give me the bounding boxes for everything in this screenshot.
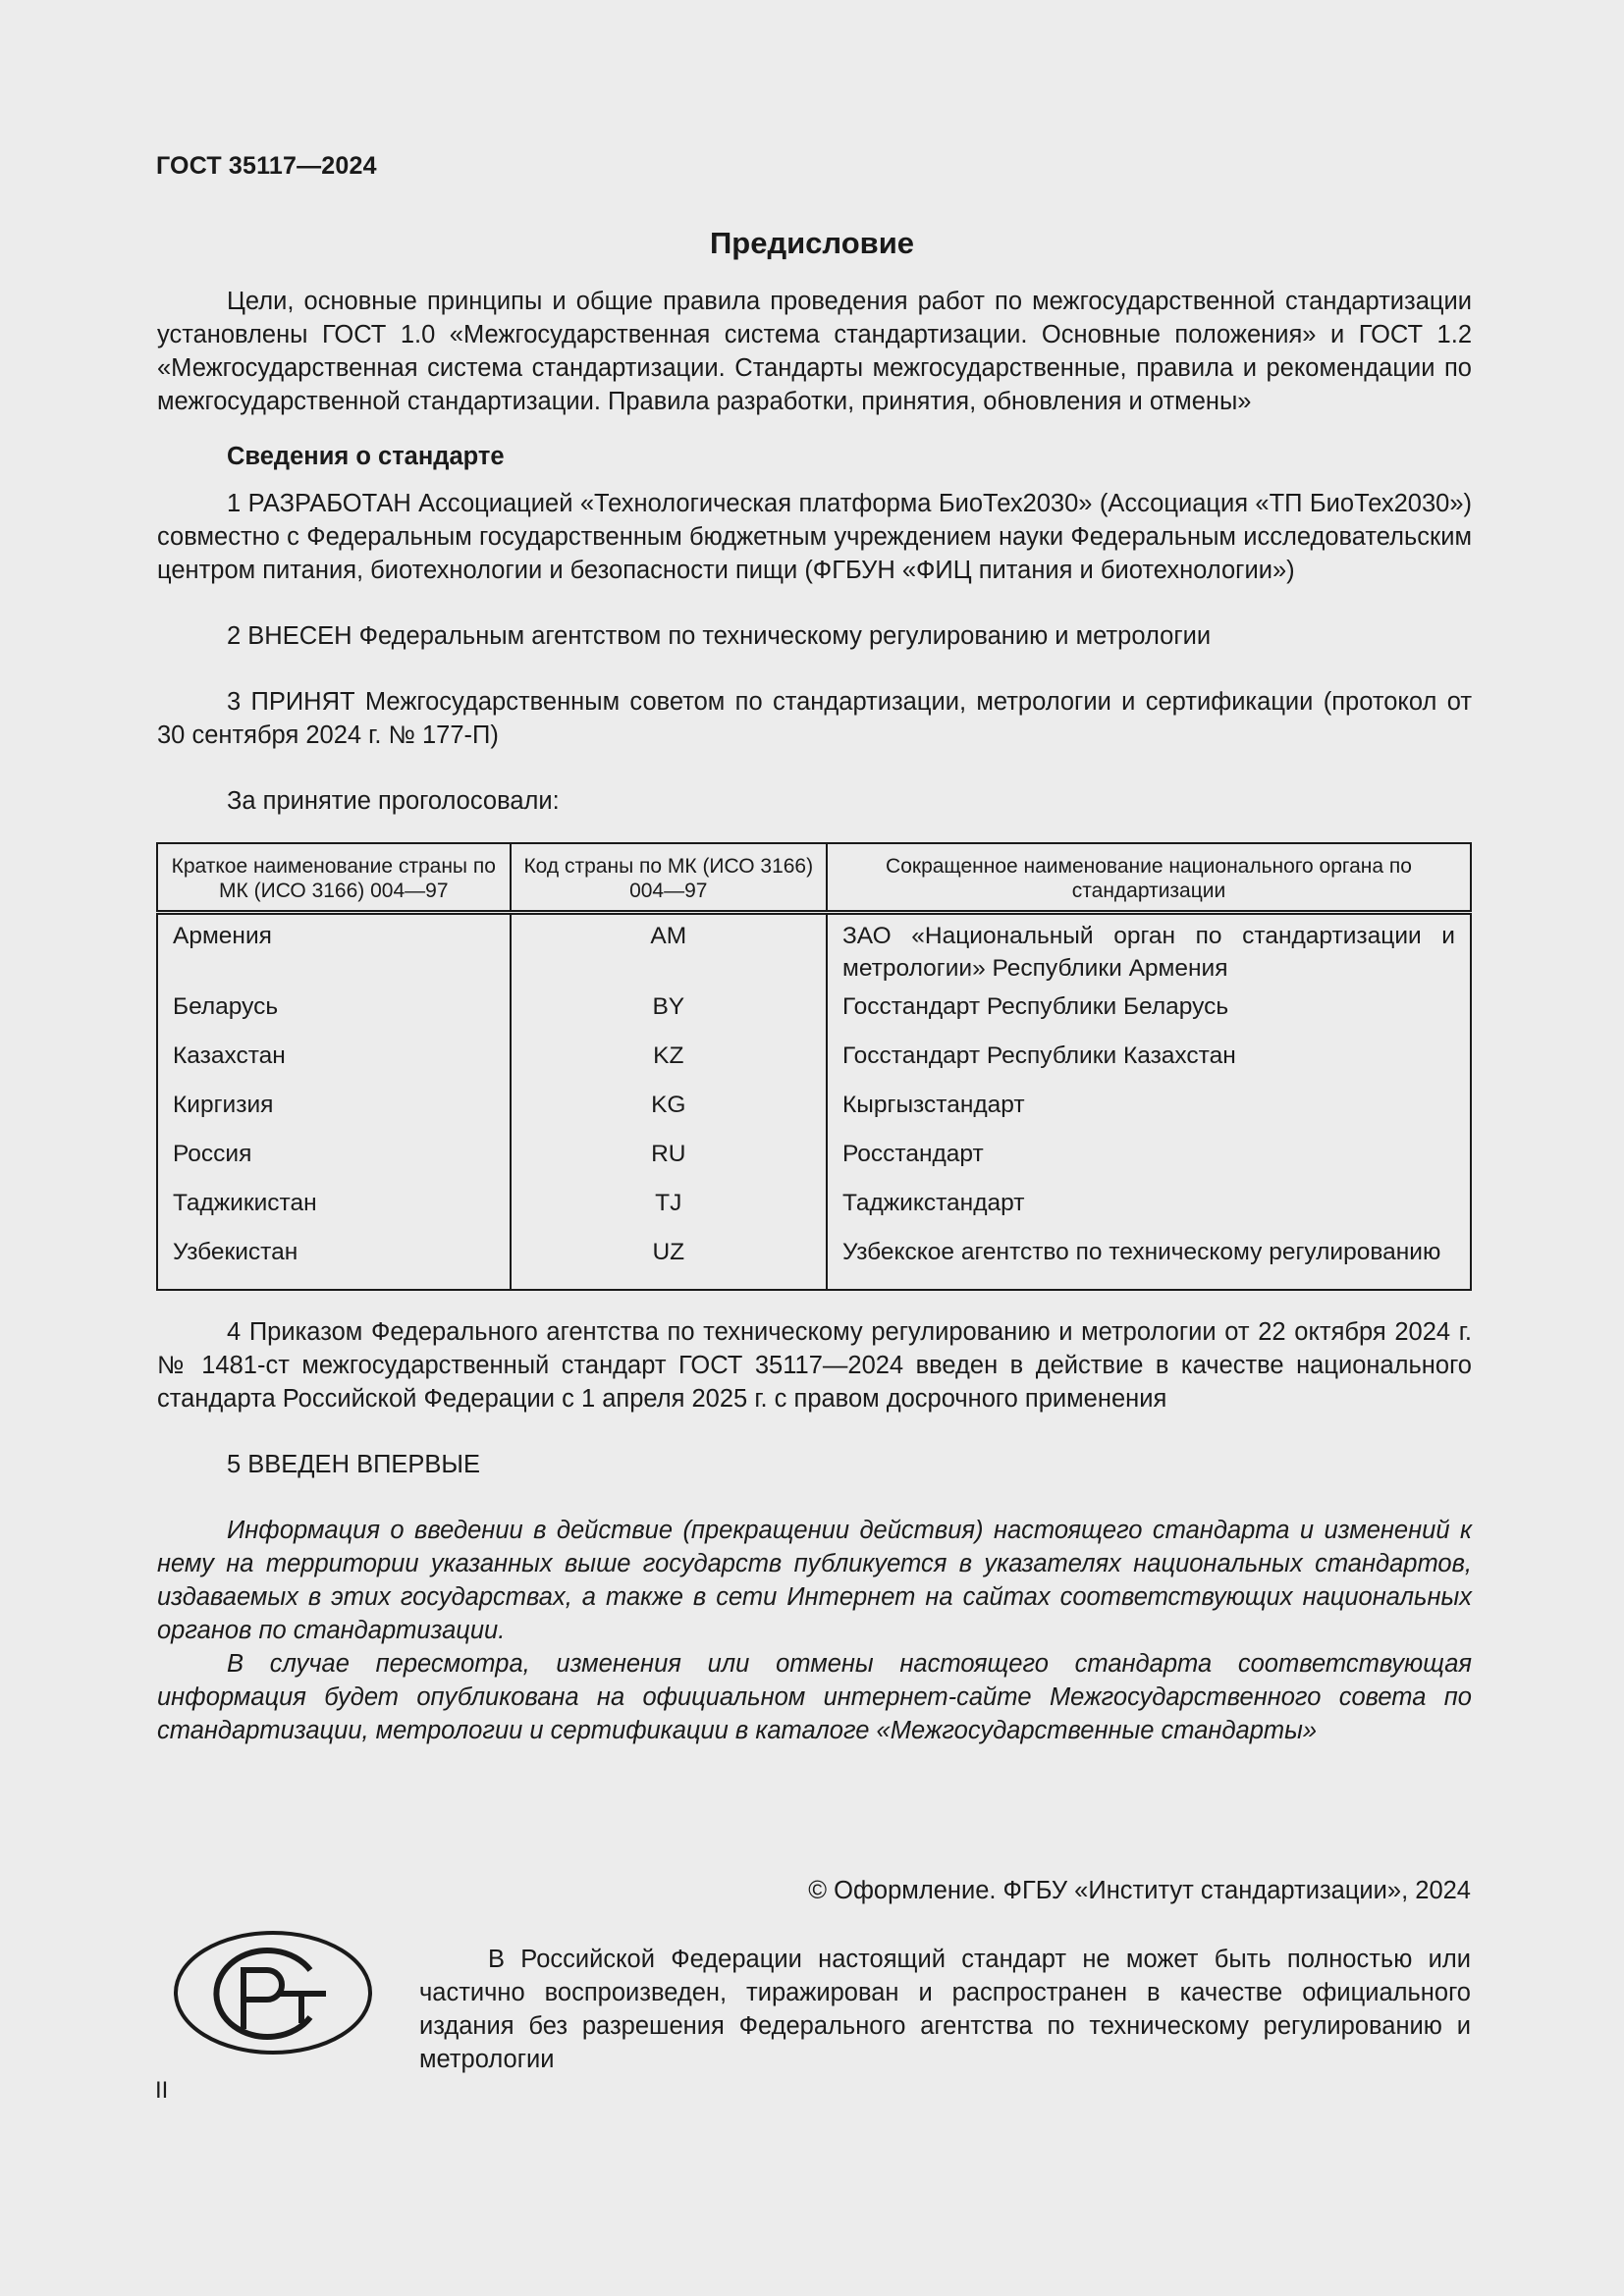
page-title: Предисловие	[709, 226, 914, 260]
country-name: Россия	[157, 1138, 511, 1187]
national-body: Узбекское агентство по техническому регулированию	[827, 1236, 1471, 1290]
item-enacted: 4 Приказом Федерального агентства по техническому регулированию и метрологии от 22 октября 2024 г. № 1481-ст межгосударственный стандарт ГОСТ 35117—2024 введен в действие в качестве национального стандарта Российской Федерации с 1 апреля 2025 г. с правом досрочного применения	[157, 1318, 1472, 1413]
member-states-table	[156, 842, 1472, 1291]
country-name: Таджикистан	[157, 1187, 511, 1236]
document-code: ГОСТ 35117—2024	[156, 152, 377, 180]
copyright-notice: © Оформление. ФГБУ «Институт стандартизации», 2024	[808, 1877, 1471, 1904]
item-first-introduced: 5 ВВЕДЕН ВПЕРВЫЕ	[227, 1451, 481, 1478]
country-code: TJ	[511, 1187, 827, 1236]
header-country-code: Код страны по МК (ИСО 3166) 004—97	[511, 843, 827, 913]
table-row	[157, 1089, 1471, 1138]
page-number: II	[155, 2077, 169, 2104]
country-code: KG	[511, 1089, 827, 1138]
table-row	[157, 1236, 1471, 1290]
standard-info-heading: Сведения о стандарте	[227, 443, 505, 470]
national-body: Кыргызстандарт	[827, 1089, 1471, 1138]
national-body: Таджикстандарт	[827, 1187, 1471, 1236]
revision-info-paragraph: В случае пересмотра, изменения или отмены настоящего стандарта соответствующая информация будет опубликована на официальном интернет-сайте Межгосударственного совета по стандартизации, метрологии и сертификации в каталоге «Межгосударственные стандарты»	[157, 1650, 1472, 1744]
table-header-row	[157, 843, 1471, 913]
reproduction-text: В Российской Федерации настоящий стандарт не может быть полностью или частично воспроизведен, тиражирован и распространен в качестве официального издания без разрешения Федерального агентства по техническому регулированию и метрологии	[419, 1946, 1471, 2073]
national-body: Росстандарт	[827, 1138, 1471, 1187]
country-name: Узбекистан	[157, 1236, 511, 1290]
country-code: RU	[511, 1138, 827, 1187]
item-submitted: 2 ВНЕСЕН Федеральным агентством по техническому регулированию и метрологии	[227, 622, 1212, 650]
country-name: Казахстан	[157, 1040, 511, 1089]
table-row	[157, 990, 1471, 1040]
country-name: Беларусь	[157, 990, 511, 1040]
table-row	[157, 1138, 1471, 1187]
info-paragraph: Информация о введении в действие (прекращении действия) настоящего стандарта и изменений к нему на территории указанных выше государств публикуется в указателях национальных стандартов, издаваемых в этих государствах, а также в сети Интернет на сайтах соответствующих национальных органов по стандартизации.	[157, 1517, 1472, 1644]
intro-paragraph: Цели, основные принципы и общие правила проведения работ по межгосударственной стандартизации установлены ГОСТ 1.0 «Межгосударственная система стандартизации. Основные положения» и ГОСТ 1.2 «Межгосударственная система стандартизации. Стандарты межгосударственные, правила и рекомендации по межгосударственной стандартизации. Правила разработки, принятия, обновления и отмены»	[157, 288, 1472, 415]
item-developed: 1 РАЗРАБОТАН Ассоциацией «Технологическая платформа БиоТех2030» (Ассоциация «ТП БиоТех2030») совместно с Федеральным государственным бюджетным учреждением науки Федеральным исследовательским центром питания, биотехнологии и безопасности пищи (ФГБУН «ФИЦ питания и биотехнологии»)	[157, 490, 1472, 584]
table-row	[157, 1040, 1471, 1089]
national-body: ЗАО «Национальный орган по стандартизации и метрологии» Республики Армения	[827, 913, 1471, 991]
country-name: Киргизия	[157, 1089, 511, 1138]
header-country-name: Краткое наименование страны по МК (ИСО 3166) 004—97	[157, 843, 511, 913]
foreword-body	[157, 285, 1472, 1747]
item-adopted: 3 ПРИНЯТ Межгосударственным советом по стандартизации, метрологии и сертификации (протокол от 30 сентября 2024 г. № 177-П)	[157, 688, 1472, 749]
table-row	[157, 1187, 1471, 1236]
national-body: Госстандарт Республики Казахстан	[827, 1040, 1471, 1089]
header-national-body: Сокращенное наименование национального органа по стандартизации	[827, 843, 1471, 913]
reproduction-notice	[419, 1943, 1471, 2076]
table-row	[157, 913, 1471, 991]
gost-r-certification-mark-icon	[173, 1929, 373, 2056]
country-code: UZ	[511, 1236, 827, 1290]
country-code: KZ	[511, 1040, 827, 1089]
country-name: Армения	[157, 913, 511, 991]
country-code: AM	[511, 913, 827, 991]
voted-label: За принятие проголосовали:	[227, 787, 560, 815]
country-code: BY	[511, 990, 827, 1040]
national-body: Госстандарт Республики Беларусь	[827, 990, 1471, 1040]
